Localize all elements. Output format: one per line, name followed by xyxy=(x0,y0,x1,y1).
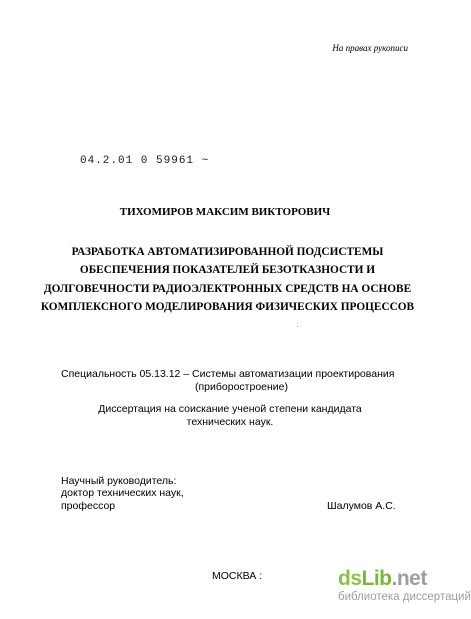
supervisor-name: Шалумов А.С. xyxy=(327,500,396,512)
stray-mark: · xyxy=(296,322,299,331)
specialty-line: Специальность 05.13.12 – Системы автоматизации проектирования xyxy=(61,368,395,380)
logo-ds: ds xyxy=(338,567,362,590)
dslib-watermark xyxy=(338,567,471,617)
dissertation-title xyxy=(40,243,415,317)
logo-net: .net xyxy=(391,567,427,590)
degree-line: Диссертация на соискание ученой степени кандидата xyxy=(98,403,362,415)
supervisor-title: профессор xyxy=(61,499,116,512)
specialty-subline: (приборостроение) xyxy=(195,381,288,393)
author-name: ТИХОМИРОВ МАКСИМ ВИКТОРОВИЧ xyxy=(119,206,331,218)
supervisor-degree: доктор технических наук, xyxy=(61,487,184,500)
title-line-4: КОМПЛЕКСНОГО МОДЕЛИРОВАНИЯ ФИЗИЧЕСКИХ ПРОЦЕССОВ xyxy=(40,301,415,314)
dslib-logo xyxy=(338,567,427,591)
watermark-caption: библиотека диссертаций xyxy=(338,591,471,603)
rights-reserved-note: На правах рукописи xyxy=(332,43,408,53)
logo-lib: Lib xyxy=(361,567,392,590)
title-line-2: ОБЕСПЕЧЕНИЯ ПОКАЗАТЕЛЕЙ БЕЗОТКАЗНОСТИ И xyxy=(79,264,376,277)
archive-stamp: 04.2.01 0 59961 ~ xyxy=(80,155,210,167)
degree-block xyxy=(90,403,370,428)
title-line-3: ДОЛГОВЕЧНОСТИ РАДИОЭЛЕКТРОННЫХ СРЕДСТВ НА ОСНОВЕ xyxy=(43,282,412,295)
supervisor-block xyxy=(61,475,184,512)
supervisor-label: Научный руководитель: xyxy=(61,475,177,487)
title-line-1: РАЗРАБОТКА АВТОМАТИЗИРОВАННОЙ ПОДСИСТЕМЫ xyxy=(71,246,384,258)
city-year: МОСКВА : xyxy=(212,570,263,582)
specialty-block xyxy=(61,368,394,394)
degree-field: технических наук. xyxy=(186,415,274,428)
